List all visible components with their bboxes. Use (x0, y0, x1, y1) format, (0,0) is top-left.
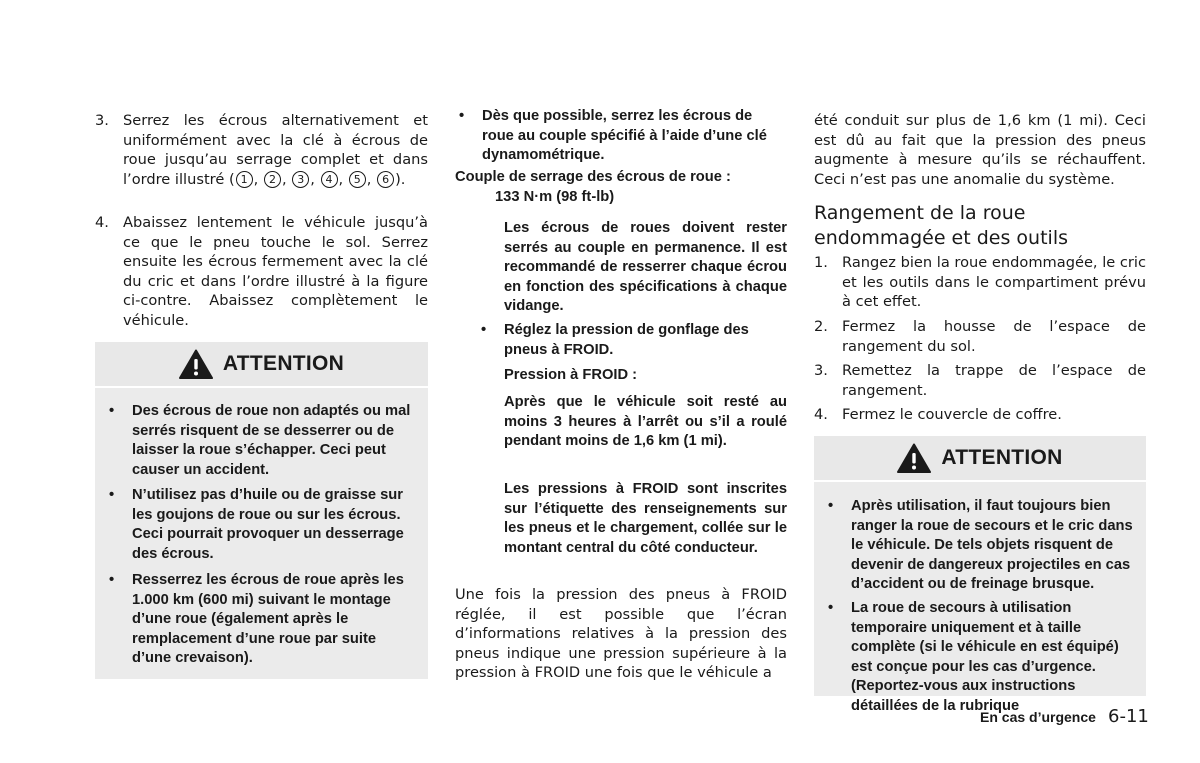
circled-number-6: 6 (377, 171, 394, 188)
attention-bullet (828, 599, 1134, 714)
bullet-dot: • (109, 403, 115, 419)
storage-step (814, 361, 1146, 401)
storage-step (814, 405, 1146, 427)
bullet-text: La roue de secours à utilisation temporaire uniquement et à taille complète (si le véhicule en est équipé) est conçue pour les cas d’urgence. (Reportez-vous aux instructions détaillées de la rubrique (851, 600, 1119, 714)
bullet-text: Des écrous de roue non adaptés ou mal serrés risquent de se desserrer ou de laisser la roue s’échapper. Ceci peut causer un accident. (132, 403, 411, 478)
torque-spec (455, 168, 822, 207)
attention-header (814, 436, 1146, 480)
torque-value: 133 N·m (98 ft-lb) (495, 188, 615, 205)
storage-step (814, 317, 1146, 357)
step-4 (95, 213, 428, 333)
attention-title: ATTENTION (941, 446, 1063, 469)
bullet-dot: • (828, 600, 834, 616)
footer-section-label: En cas d’urgence (980, 709, 1096, 725)
bullet-dot: • (109, 572, 115, 588)
paragraph-continued: été conduit sur plus de 1,6 km (1 mi). Ceci est dû au fait que la pression des pneus augmente à mesure qu’ils se réchauffent. Ceci n’est pas une anomalie du système. (814, 112, 1146, 188)
step-text: Rangez bien la roue endommagée, le cric et les outils dans le compartiment prévu à cet effet. (842, 254, 1146, 311)
attention-bullet (109, 486, 416, 566)
bullet-dot: • (828, 498, 834, 514)
tpms-paragraph: Une fois la pression des pneus à FROID réglée, il est possible que l’écran d’informations relatives à la pression des pneus indique une pression supérieure à la pression à FROID une fois que le véhicule a (455, 586, 787, 682)
attention-bullet (109, 571, 416, 671)
torque-note: Les écrous de roues doivent rester serrés au couple en permanence. Il est recommandé de resserrer chaque écrou en fonction des spécifications à chaque vidange. (504, 220, 787, 314)
bullet-item (459, 107, 787, 166)
bullet-dot: • (481, 322, 487, 338)
step-number: 4. (814, 406, 828, 423)
circled-number-5: 5 (349, 171, 366, 188)
bullet-text: Dès que possible, serrez les écrous de roue au couple spécifié à l’aide d’une clé dynamométrique. (482, 108, 767, 163)
attention-header (95, 342, 428, 386)
attention-body (95, 388, 428, 679)
warning-triangle-icon (179, 349, 213, 379)
step-text: Serrez les écrous alternativement et uniformément avec la clé à écrous de roue jusqu’au serrage complet et dans l’ordre illustré ( 1 , 2 , 3 , 4 , 5 , 6 ). (123, 112, 428, 188)
step-number: 1. (814, 254, 828, 271)
page-number: 6-11 (1108, 706, 1149, 727)
circled-number-4: 4 (321, 171, 338, 188)
bullet-text: N’utilisez pas d’huile ou de graisse sur les goujons de roue ou sur les écrous. Ceci pourrait provoquer un desserrage des écrous. (132, 487, 404, 562)
step-text: Fermez le couvercle de coffre. (842, 406, 1062, 423)
step-number: 4. (95, 214, 109, 231)
bullet-text: Après utilisation, il faut toujours bien ranger la roue de secours et le cric dans le véhicule. De tels objets risquent de devenir de dangereux projectiles en cas d’accident ou de freinage brusque. (851, 498, 1133, 592)
pressure-label: Pression à FROID : (504, 367, 638, 383)
warning-triangle-icon (897, 443, 931, 473)
pressure-info: Les pressions à FROID sont inscrites sur l’étiquette des renseignements sur les pneus et le chargement, collée sur le montant central du côté conducteur. (504, 481, 787, 556)
storage-step (814, 253, 1146, 313)
bullet-text: Réglez la pression de gonflage des pneus à FROID. (504, 322, 749, 358)
circled-number-2: 2 (264, 171, 281, 188)
step-3 (95, 111, 428, 211)
step-text: Fermez la housse de l’espace de rangement du sol. (842, 318, 1146, 355)
step-text: Abaissez lentement le véhicule jusqu’à ce que le pneu touche le sol. Serrez ensuite les écrous fermement avec la clé du cric et dans l’ordre illustré à la figure ci-contre. Abaissez complètement le véhicule. (123, 214, 428, 329)
section-heading: Rangement de la roue endommagée et des outils (814, 202, 1068, 249)
step-text: Remettez la trappe de l’espace de rangement. (842, 362, 1146, 399)
step-number: 3. (95, 112, 109, 129)
pressure-definition: Après que le véhicule soit resté au moins 3 heures à l’arrêt ou s’il a roulé pendant moins de 1,6 km (1 mi). (504, 394, 787, 449)
bullet-dot: • (109, 487, 115, 503)
circled-number-1: 1 (236, 171, 253, 188)
attention-title: ATTENTION (222, 352, 345, 375)
step-number: 2. (814, 318, 828, 335)
attention-body (814, 482, 1146, 714)
attention-bullet (109, 402, 416, 482)
circled-number-3: 3 (292, 171, 309, 188)
bullet-text: Resserrez les écrous de roue après les 1.000 km (600 mi) suivant le montage d’une roue (également après le remplacement d’une roue par suite d’une crevaison). (132, 572, 404, 666)
attention-bullet (828, 497, 1134, 597)
bullet-item (481, 321, 787, 360)
bullet-dot: • (459, 108, 465, 124)
torque-label: Couple de serrage des écrous de roue : (455, 169, 731, 185)
step-number: 3. (814, 362, 828, 379)
